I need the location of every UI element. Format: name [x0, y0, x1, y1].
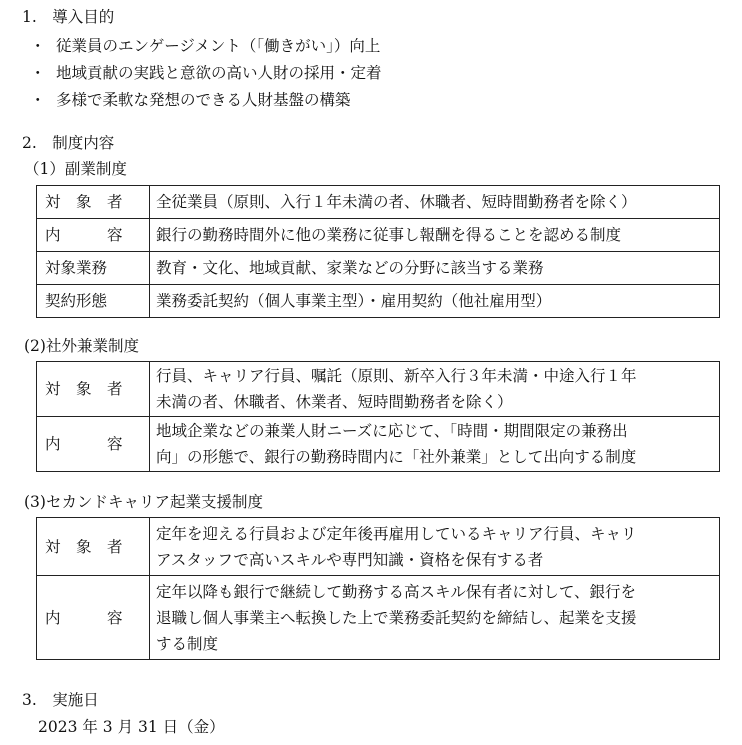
row-value: 全従業員（原則、入行１年未満の者、休職者、短時間勤務者を除く）: [150, 186, 720, 219]
row-label: 対 象 者: [37, 518, 150, 576]
bullet-mark: ・: [30, 37, 46, 55]
value-line: 向」の形態で、銀行の勤務時間内に「社外兼業」として出向する制度: [156, 448, 637, 466]
value-line: 定年以降も銀行で継続して勤務する高スキル保有者に対して、銀行を: [156, 582, 637, 601]
row-value: [150, 417, 720, 472]
subsection1-title: （1）副業制度: [24, 160, 127, 178]
row-label: 内 容: [37, 219, 150, 252]
side-job-table: [36, 185, 720, 318]
table-row: [37, 285, 720, 318]
row-value: [150, 576, 720, 660]
implementation-date: 2023 年 3 月 31 日（金）: [38, 718, 225, 736]
row-label: 内 容: [37, 576, 150, 660]
section1-heading: 1. 導入目的: [22, 8, 115, 26]
subsection2-title: (2)社外兼業制度: [24, 337, 139, 355]
row-label: 契約形態: [37, 285, 150, 318]
row-value: 銀行の勤務時間外に他の業務に従事し報酬を得ることを認める制度: [150, 219, 720, 252]
secondment-table: [36, 361, 720, 472]
bullet-text: 従業員のエンゲージメント（「働きがい」）向上: [56, 37, 381, 55]
bullet-mark: ・: [30, 64, 46, 82]
value-line: 定年を迎える行員および定年後再雇用しているキャリア行員、キャリ: [156, 524, 637, 543]
row-value: [150, 518, 720, 576]
row-label: 対 象 者: [37, 362, 150, 417]
row-label: 対象業務: [37, 252, 150, 285]
bullet-mark: ・: [30, 91, 46, 109]
value-line: する制度: [156, 634, 219, 653]
table-row: [37, 219, 720, 252]
section3-heading: 3. 実施日: [22, 691, 99, 709]
second-career-table: [36, 517, 720, 660]
row-value: 教育・文化、地域貢献、家業などの分野に該当する業務: [150, 252, 720, 285]
table-row: [37, 576, 720, 660]
section2-heading: 2. 制度内容: [22, 134, 115, 152]
value-line: アスタッフで高いスキルや専門知識・資格を保有する者: [156, 550, 544, 569]
table-row: [37, 417, 720, 472]
table-row: [37, 362, 720, 417]
table-row: [37, 518, 720, 576]
table-row: [37, 252, 720, 285]
row-value: 業務委託契約（個人事業主型）・雇用契約（他社雇用型）: [150, 285, 720, 318]
bullet-text: 地域貢献の実践と意欲の高い人財の採用・定着: [56, 64, 382, 82]
bullet-text: 多様で柔軟な発想のできる人財基盤の構築: [56, 91, 351, 109]
table-row: [37, 186, 720, 219]
row-label: 対 象 者: [37, 186, 150, 219]
value-line: 未満の者、休職者、休業者、短時間勤務者を除く）: [156, 393, 513, 411]
row-label: 内 容: [37, 417, 150, 472]
row-value: [150, 362, 720, 417]
subsection3-title: (3)セカンドキャリア起業支援制度: [24, 493, 263, 511]
value-line: 地域企業などの兼業人財ニーズに応じて、「時間・期間限定の兼務出: [156, 422, 628, 440]
value-line: 行員、キャリア行員、嘱託（原則、新卒入行３年未満・中途入行１年: [156, 367, 637, 385]
value-line: 退職し個人事業主へ転換した上で業務委託契約を締結し、起業を支援: [156, 608, 637, 627]
